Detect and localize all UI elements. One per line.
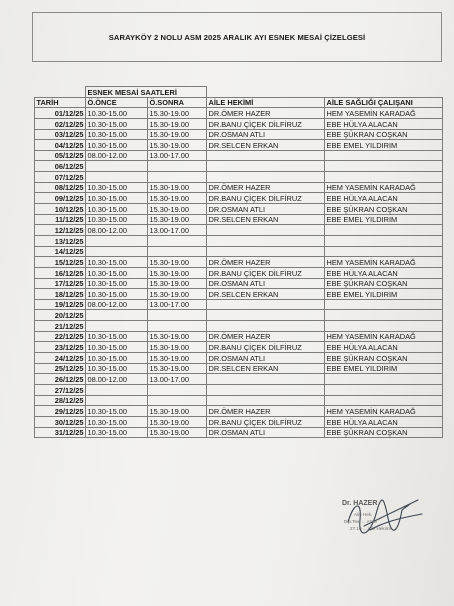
cell-morning-hours <box>86 321 148 332</box>
cell-morning-hours: 10.30-15.00 <box>86 427 148 438</box>
cell-date: 24/12/25 <box>35 353 86 364</box>
cell-afternoon-hours <box>148 161 207 172</box>
cell-morning-hours: 08.00-12.00 <box>86 374 148 385</box>
cell-family-physician: DR.OSMAN ATLI <box>207 353 325 364</box>
cell-morning-hours: 10.30-15.00 <box>86 416 148 427</box>
cell-afternoon-hours: 15.30-19.00 <box>148 363 207 374</box>
cell-afternoon-hours: 15.30-19.00 <box>148 278 207 289</box>
cell-family-physician: DR.BANU ÇİÇEK DİLFİRUZ <box>207 118 325 129</box>
cell-morning-hours: 10.30-15.00 <box>86 278 148 289</box>
cell-family-physician: DR.OSMAN ATLI <box>207 427 325 438</box>
table-row <box>35 140 443 151</box>
cell-date: 12/12/25 <box>35 225 86 236</box>
cell-date: 31/12/25 <box>35 427 86 438</box>
cell-family-physician: DR.SELCEN ERKAN <box>207 214 325 225</box>
table-row <box>35 257 443 268</box>
cell-date: 30/12/25 <box>35 416 86 427</box>
table-row <box>35 374 443 385</box>
table-row <box>35 225 443 236</box>
table-row <box>35 427 443 438</box>
cell-afternoon-hours: 15.30-19.00 <box>148 118 207 129</box>
cell-morning-hours <box>86 235 148 246</box>
table-row <box>35 108 443 119</box>
table-row <box>35 289 443 300</box>
cell-date: 26/12/25 <box>35 374 86 385</box>
cell-health-worker <box>325 235 443 246</box>
cell-afternoon-hours: 13.00-17.00 <box>148 299 207 310</box>
cell-morning-hours: 10.30-15.00 <box>86 289 148 300</box>
cell-health-worker: EBE ŞÜKRAN COŞKAN <box>325 353 443 364</box>
cell-morning-hours: 10.30-15.00 <box>86 353 148 364</box>
cell-health-worker <box>325 150 443 161</box>
cell-date: 07/12/25 <box>35 172 86 183</box>
cell-date: 21/12/25 <box>35 321 86 332</box>
cell-morning-hours: 10.30-15.00 <box>86 342 148 353</box>
cell-afternoon-hours: 15.30-19.00 <box>148 331 207 342</box>
cell-health-worker: HEM YASEMİN KARADAĞ <box>325 406 443 417</box>
cell-afternoon-hours: 15.30-19.00 <box>148 129 207 140</box>
cell-afternoon-hours: 15.30-19.00 <box>148 267 207 278</box>
cell-morning-hours: 08.00-12.00 <box>86 225 148 236</box>
cell-afternoon-hours <box>148 246 207 257</box>
cell-date: 11/12/25 <box>35 214 86 225</box>
table-row <box>35 118 443 129</box>
cell-family-physician <box>207 161 325 172</box>
column-header-family-physician: AİLE HEKİMİ <box>207 97 325 108</box>
cell-date: 08/12/25 <box>35 182 86 193</box>
cell-health-worker: EBE EMEL YILDIRIM <box>325 214 443 225</box>
page-title: SARAYKÖY 2 NOLU ASM 2025 ARALIK AYI ESNEK MESAİ ÇİZELGESİ <box>32 12 442 62</box>
cell-date: 18/12/25 <box>35 289 86 300</box>
cell-afternoon-hours <box>148 172 207 183</box>
cell-health-worker <box>325 374 443 385</box>
cell-date: 05/12/25 <box>35 150 86 161</box>
table-row <box>35 214 443 225</box>
table-row <box>35 150 443 161</box>
cell-morning-hours: 10.30-15.00 <box>86 204 148 215</box>
cell-health-worker: EBE ŞÜKRAN COŞKAN <box>325 204 443 215</box>
cell-morning-hours <box>86 310 148 321</box>
cell-family-physician <box>207 310 325 321</box>
table-row <box>35 310 443 321</box>
table-row <box>35 395 443 406</box>
cell-family-physician: DR.OSMAN ATLI <box>207 129 325 140</box>
cell-health-worker: EBE EMEL YILDIRIM <box>325 140 443 151</box>
cell-date: 17/12/25 <box>35 278 86 289</box>
cell-afternoon-hours: 15.30-19.00 <box>148 140 207 151</box>
cell-morning-hours: 10.30-15.00 <box>86 182 148 193</box>
cell-health-worker: HEM YASEMİN KARADAĞ <box>325 331 443 342</box>
cell-health-worker <box>325 321 443 332</box>
cell-health-worker: EBE HÜLYA ALACAN <box>325 416 443 427</box>
cell-afternoon-hours <box>148 395 207 406</box>
cell-afternoon-hours: 13.00-17.00 <box>148 374 207 385</box>
stamp-line-4: 27.10 ... Aile Hekimi <box>350 526 391 531</box>
cell-afternoon-hours: 15.30-19.00 <box>148 427 207 438</box>
cell-family-physician: DR.ÖMER HAZER <box>207 182 325 193</box>
cell-health-worker <box>325 310 443 321</box>
cell-family-physician: DR.BANU ÇİÇEK DİLFİRUZ <box>207 342 325 353</box>
cell-date: 25/12/25 <box>35 363 86 374</box>
cell-family-physician <box>207 172 325 183</box>
cell-family-physician <box>207 225 325 236</box>
cell-family-physician <box>207 374 325 385</box>
cell-morning-hours: 10.30-15.00 <box>86 363 148 374</box>
cell-afternoon-hours: 15.30-19.00 <box>148 257 207 268</box>
cell-morning-hours: 10.30-15.00 <box>86 108 148 119</box>
cell-morning-hours: 10.30-15.00 <box>86 118 148 129</box>
cell-health-worker <box>325 161 443 172</box>
cell-family-physician: DR.OSMAN ATLI <box>207 278 325 289</box>
table-row <box>35 172 443 183</box>
cell-health-worker: EBE ŞÜKRAN COŞKAN <box>325 427 443 438</box>
column-header-morning: Ö.ÖNCE <box>86 97 148 108</box>
cell-health-worker <box>325 225 443 236</box>
cell-family-physician: DR.OSMAN ATLI <box>207 204 325 215</box>
cell-health-worker: EBE ŞÜKRAN COŞKAN <box>325 278 443 289</box>
cell-health-worker: HEM YASEMİN KARADAĞ <box>325 257 443 268</box>
cell-date: 19/12/25 <box>35 299 86 310</box>
cell-health-worker <box>325 299 443 310</box>
table-row <box>35 353 443 364</box>
cell-afternoon-hours: 15.30-19.00 <box>148 204 207 215</box>
cell-morning-hours: 10.30-15.00 <box>86 140 148 151</box>
cell-morning-hours <box>86 161 148 172</box>
schedule-table-body <box>35 87 443 438</box>
table-row <box>35 204 443 215</box>
cell-afternoon-hours: 15.30-19.00 <box>148 342 207 353</box>
cell-afternoon-hours: 15.30-19.00 <box>148 289 207 300</box>
cell-morning-hours: 10.30-15.00 <box>86 267 148 278</box>
cell-date: 10/12/25 <box>35 204 86 215</box>
cell-date: 14/12/25 <box>35 246 86 257</box>
cell-family-physician: DR.SELCEN ERKAN <box>207 140 325 151</box>
column-header-afternoon: Ö.SONRA <box>148 97 207 108</box>
cell-date: 06/12/25 <box>35 161 86 172</box>
cell-family-physician: DR.BANU ÇİÇEK DİLFİRUZ <box>207 416 325 427</box>
cell-morning-hours: 10.30-15.00 <box>86 193 148 204</box>
cell-date: 28/12/25 <box>35 395 86 406</box>
cell-family-physician: DR.BANU ÇİÇEK DİLFİRUZ <box>207 267 325 278</box>
cell-date: 27/12/25 <box>35 384 86 395</box>
schedule-table <box>34 86 443 438</box>
cell-afternoon-hours <box>148 310 207 321</box>
cell-morning-hours: 10.30-15.00 <box>86 129 148 140</box>
cell-family-physician: DR.SELCEN ERKAN <box>207 289 325 300</box>
table-row <box>35 331 443 342</box>
cell-afternoon-hours: 13.00-17.00 <box>148 225 207 236</box>
table-row <box>35 182 443 193</box>
table-row <box>35 416 443 427</box>
table-header-row <box>35 97 443 108</box>
cell-date: 01/12/25 <box>35 108 86 119</box>
cell-afternoon-hours: 15.30-19.00 <box>148 416 207 427</box>
cell-health-worker <box>325 246 443 257</box>
cell-date: 13/12/25 <box>35 235 86 246</box>
cell-afternoon-hours: 15.30-19.00 <box>148 353 207 364</box>
table-row <box>35 267 443 278</box>
cell-afternoon-hours: 15.30-19.00 <box>148 193 207 204</box>
cell-morning-hours: 08.00-12.00 <box>86 299 148 310</box>
cell-health-worker: HEM YASEMİN KARADAĞ <box>325 108 443 119</box>
stamp-line-3: Dip.Tes. ... ASM <box>344 519 377 524</box>
cell-family-physician <box>207 235 325 246</box>
cell-afternoon-hours: 15.30-19.00 <box>148 214 207 225</box>
table-row <box>35 384 443 395</box>
cell-family-physician: DR.ÖMER HAZER <box>207 406 325 417</box>
signature-stamp <box>340 492 430 548</box>
table-row <box>35 235 443 246</box>
cell-afternoon-hours: 15.30-19.00 <box>148 182 207 193</box>
table-row <box>35 161 443 172</box>
cell-family-physician <box>207 395 325 406</box>
table-row <box>35 278 443 289</box>
cell-date: 23/12/25 <box>35 342 86 353</box>
cell-family-physician: DR.BANU ÇİÇEK DİLFİRUZ <box>207 193 325 204</box>
column-header-date: TARİH <box>35 97 86 108</box>
cell-morning-hours: 08.00-12.00 <box>86 150 148 161</box>
cell-family-physician <box>207 321 325 332</box>
cell-health-worker: EBE HÜLYA ALACAN <box>325 267 443 278</box>
cell-morning-hours <box>86 395 148 406</box>
cell-family-physician: DR.SELCEN ERKAN <box>207 363 325 374</box>
cell-morning-hours <box>86 384 148 395</box>
cell-date: 22/12/25 <box>35 331 86 342</box>
cell-health-worker: EBE HÜLYA ALACAN <box>325 342 443 353</box>
cell-family-physician: DR.ÖMER HAZER <box>207 108 325 119</box>
flex-hours-group-header: ESNEK MESAİ SAATLERİ <box>86 87 207 98</box>
cell-date: 20/12/25 <box>35 310 86 321</box>
table-row <box>35 321 443 332</box>
stamp-line-2: Aile Hek. <box>354 512 373 517</box>
cell-health-worker: EBE HÜLYA ALACAN <box>325 193 443 204</box>
cell-afternoon-hours: 15.30-19.00 <box>148 406 207 417</box>
cell-afternoon-hours <box>148 321 207 332</box>
cell-date: 02/12/25 <box>35 118 86 129</box>
cell-morning-hours: 10.30-15.00 <box>86 406 148 417</box>
table-group-header-row <box>35 87 443 98</box>
cell-afternoon-hours: 15.30-19.00 <box>148 108 207 119</box>
cell-health-worker <box>325 384 443 395</box>
cell-morning-hours: 10.30-15.00 <box>86 214 148 225</box>
cell-health-worker: EBE ŞÜKRAN COŞKAN <box>325 129 443 140</box>
cell-afternoon-hours <box>148 235 207 246</box>
cell-health-worker <box>325 172 443 183</box>
cell-health-worker: EBE HÜLYA ALACAN <box>325 118 443 129</box>
cell-family-physician <box>207 299 325 310</box>
cell-health-worker <box>325 395 443 406</box>
column-header-health-worker: AİLE SAĞLIĞI ÇALIŞANI <box>325 97 443 108</box>
cell-health-worker: EBE EMEL YILDIRIM <box>325 289 443 300</box>
cell-family-physician <box>207 246 325 257</box>
cell-morning-hours <box>86 172 148 183</box>
cell-date: 29/12/25 <box>35 406 86 417</box>
stamp-line-1: Dr. HAZER <box>342 500 378 507</box>
table-row <box>35 363 443 374</box>
table-row <box>35 342 443 353</box>
cell-afternoon-hours: 13.00-17.00 <box>148 150 207 161</box>
cell-family-physician <box>207 384 325 395</box>
cell-family-physician: DR.ÖMER HAZER <box>207 257 325 268</box>
cell-family-physician: DR.ÖMER HAZER <box>207 331 325 342</box>
cell-date: 09/12/25 <box>35 193 86 204</box>
cell-date: 16/12/25 <box>35 267 86 278</box>
table-row <box>35 246 443 257</box>
cell-afternoon-hours <box>148 384 207 395</box>
cell-morning-hours: 10.30-15.00 <box>86 257 148 268</box>
cell-morning-hours <box>86 246 148 257</box>
cell-morning-hours: 10.30-15.00 <box>86 331 148 342</box>
cell-health-worker: EBE EMEL YILDIRIM <box>325 363 443 374</box>
cell-health-worker: HEM YASEMİN KARADAĞ <box>325 182 443 193</box>
cell-date: 03/12/25 <box>35 129 86 140</box>
table-row <box>35 406 443 417</box>
cell-family-physician <box>207 150 325 161</box>
table-row <box>35 193 443 204</box>
cell-date: 04/12/25 <box>35 140 86 151</box>
cell-date: 15/12/25 <box>35 257 86 268</box>
table-row <box>35 129 443 140</box>
table-row <box>35 299 443 310</box>
